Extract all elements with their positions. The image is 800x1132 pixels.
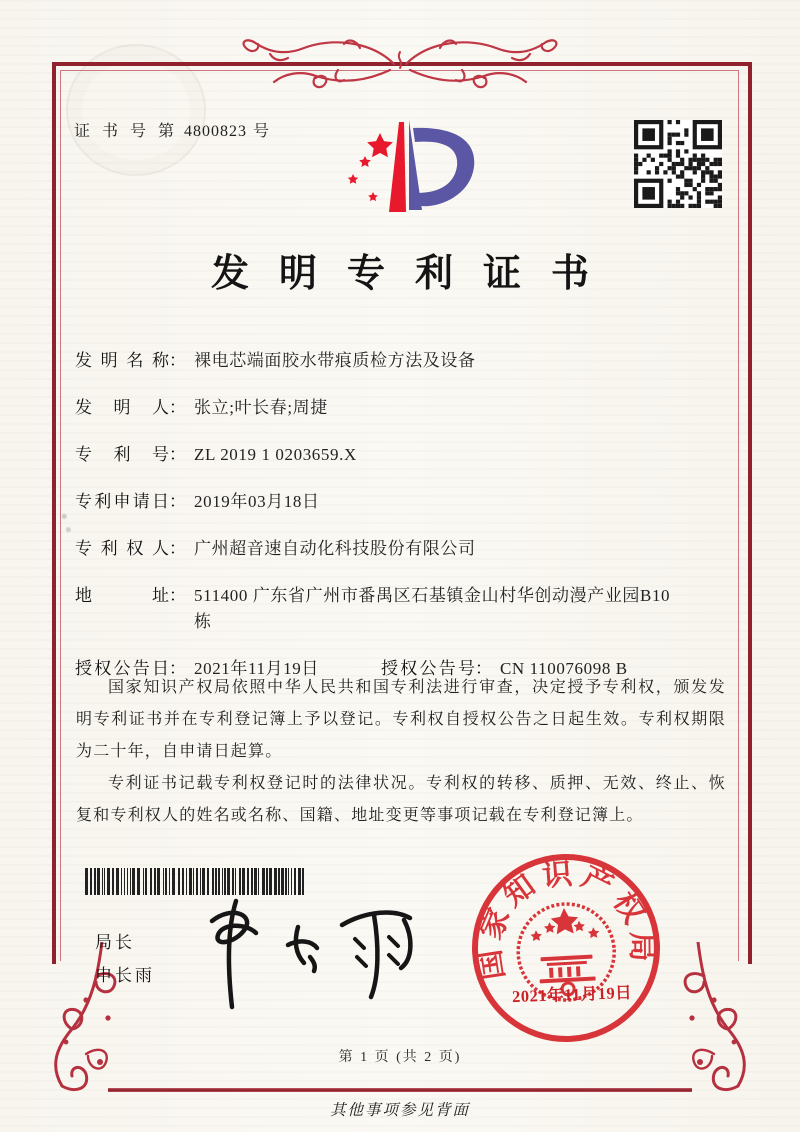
page-number: 第 1 页 (共 2 页): [338, 1050, 462, 1065]
legal-text: [76, 672, 726, 832]
certificate-number-value: 4800823: [184, 123, 248, 140]
field-label: 专利申请日: [75, 492, 169, 511]
seal-date: 2021年11月19日: [511, 982, 633, 1007]
cnipa-patent-logo-icon: [323, 100, 495, 230]
field-value: ZL 2019 1 0203659.X: [194, 445, 357, 464]
certificate-number-suffix: 号: [253, 123, 274, 140]
officer-name: 申长雨: [95, 966, 155, 985]
field-value: 2021年11月19日: [194, 659, 319, 678]
field-label: 授权公告号: [380, 659, 475, 678]
bottom-right-flourish-icon: [666, 942, 770, 1098]
grant-number-group: 授权公告号 ： CN 110076098 B: [381, 656, 628, 682]
field-value: 张立;叶长春;周捷: [194, 398, 328, 417]
field-label: 地址: [75, 586, 169, 605]
field-label: 发明人: [75, 398, 169, 417]
signature-handwriting-icon: [198, 893, 430, 1015]
officer-block: [95, 926, 155, 992]
officer-title: 局长: [95, 933, 135, 952]
barcode-icon: [85, 868, 305, 895]
field-label: 专利号: [75, 445, 169, 464]
field-label: 专利权人: [75, 539, 169, 558]
certificate-number: [74, 118, 273, 141]
field-label: 发明名称: [75, 351, 169, 370]
field-row-inventors: 发明人 ： 张立;叶长春;周捷: [75, 395, 735, 421]
legal-paragraph: 专利证书记载专利权登记时的法律状况。专利权的转移、质押、无效、终止、恢复和专利权人的姓名或名称、国籍、地址变更等事项记载在专利登记簿上。: [76, 775, 726, 824]
field-value: 511400 广东省广州市番禺区石基镇金山村华创动漫产业园B10栋: [194, 586, 671, 631]
certificate-number-prefix: 证 书 号 第: [74, 123, 179, 140]
border-bottom-rule: [108, 1088, 692, 1092]
field-row-patentee: 专利权人 ： 广州超音速自动化科技股份有限公司: [75, 536, 735, 562]
back-note: 其他事项参见背面: [329, 1102, 470, 1119]
field-row-patent-number: 专利号 ： ZL 2019 1 0203659.X: [75, 442, 735, 468]
field-value: 2019年03月18日: [194, 492, 320, 511]
field-value: CN 110076098 B: [499, 659, 628, 678]
qr-code-icon: [634, 120, 722, 208]
document-title: 发明专利证书: [210, 253, 619, 295]
cnipa-round-seal-icon: [463, 845, 669, 1051]
seal-text: 国家知识产权局: [472, 857, 659, 983]
field-value: 广州超音速自动化科技股份有限公司: [194, 539, 476, 558]
legal-paragraph: 国家知识产权局依照中华人民共和国专利法进行审查，决定授予专利权，颁发发明专利证书并在专利登记簿上予以登记。专利权自授权公告之日起生效。专利权期限为二十年，自申请日起算。: [76, 679, 726, 760]
fields-block: [75, 348, 735, 682]
field-label: 授权公告日: [75, 659, 169, 678]
grant-date-group: 授权公告日 ： 2021年11月19日: [75, 656, 319, 682]
field-row-address: 地址 ： 511400 广东省广州市番禺区石基镇金山村华创动漫产业园B10栋: [75, 583, 735, 635]
field-value: 裸电芯端面胶水带痕质检方法及设备: [194, 351, 476, 370]
field-row-filing-date: 专利申请日 ： 2019年03月18日: [75, 489, 735, 515]
field-row-invention-name: 发明名称 ： 裸电芯端面胶水带痕质检方法及设备: [75, 348, 735, 374]
